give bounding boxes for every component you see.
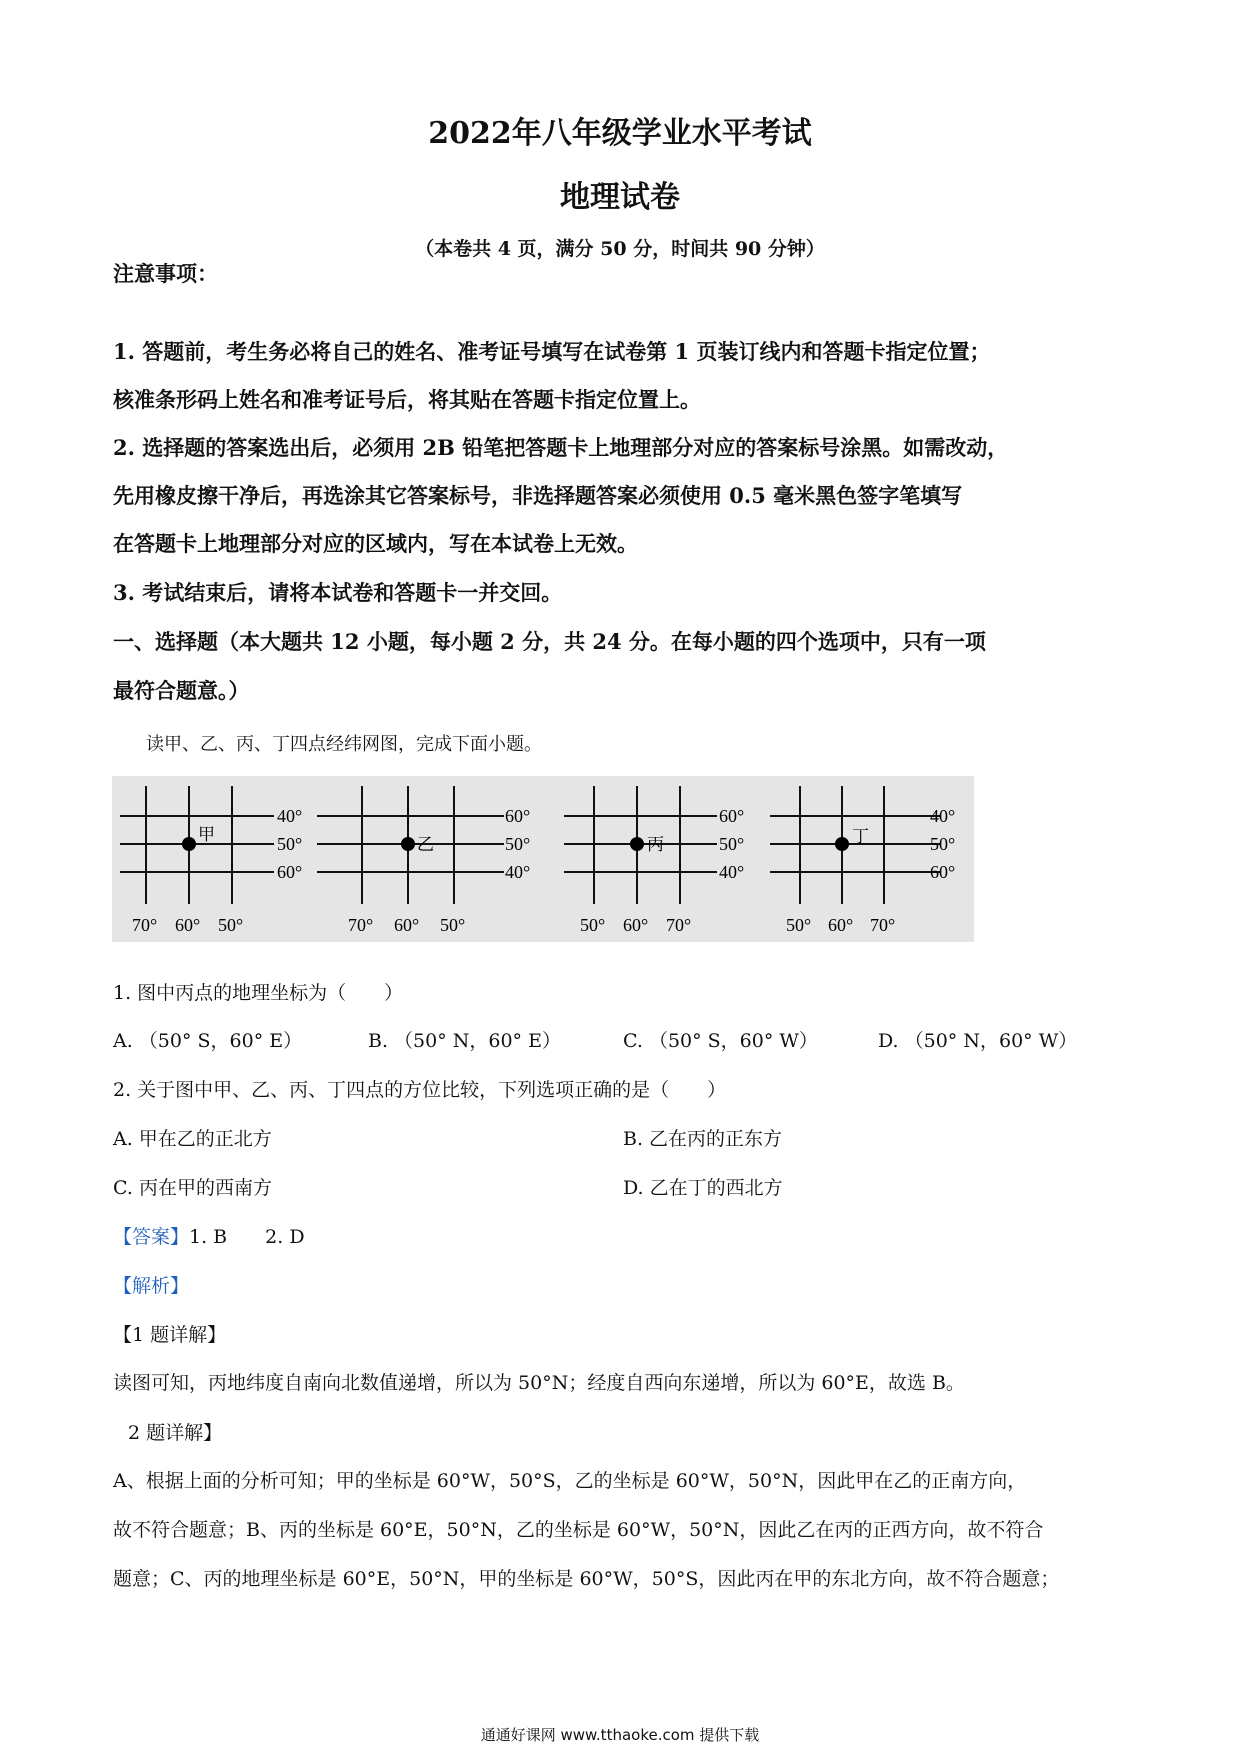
grid-yi [317, 786, 530, 935]
point-label-yi: 乙 [417, 835, 434, 854]
point-bing [630, 837, 644, 851]
lat-label: 40° [719, 862, 745, 882]
analysis-label: 【解析】 [113, 1275, 190, 1297]
question-2-option-a: A. 甲在乙的正北方 [113, 1128, 272, 1150]
point-label-jia: 甲 [198, 825, 215, 844]
point-ding [835, 837, 849, 851]
lon-label: 60° [623, 915, 649, 935]
note-2-line-3: 在答题卡上地理部分对应的区域内，写在本试卷上无效。 [113, 531, 638, 556]
section-1-heading-line-1: 一、选择题（本大题共 12 小题，每小题 2 分，共 24 分。在每小题的四个选项中，只有一项 [113, 629, 986, 654]
lon-label: 50° [440, 915, 466, 935]
question-1-stem: 1. 图中丙点的地理坐标为（ ） [113, 982, 404, 1004]
point-label-ding: 丁 [852, 827, 869, 846]
lon-label: 70° [348, 915, 374, 935]
lat-label: 60° [719, 806, 745, 826]
lat-label: 40° [505, 862, 531, 882]
section-1-heading-line-2: 最符合题意。） [113, 678, 250, 703]
grid-bing [564, 786, 744, 935]
exam-subject: 地理试卷 [560, 180, 680, 215]
lat-label: 40° [277, 806, 303, 826]
lon-label: 50° [580, 915, 606, 935]
answer-line [113, 1222, 1133, 1249]
note-1-line-2: 核准条形码上姓名和准考证号后，将其贴在答题卡指定位置上。 [113, 387, 701, 412]
lat-lon-grid-figure [112, 776, 974, 942]
note-2-line-2: 先用橡皮擦干净后，再选涂其它答案标号，非选择题答案必须使用 0.5 毫米黑色签字笔填写 [113, 483, 963, 508]
lat-label: 50° [719, 834, 745, 854]
lat-label: 60° [277, 862, 303, 882]
question-1-option-b: B. （50° N，60° E） [368, 1030, 561, 1052]
detail-2-line-2: 故不符合题意；B、丙的坐标是 60°E，50°N，乙的坐标是 60°W，50°N，因此乙在丙的正西方向，故不符合 [113, 1519, 1044, 1541]
lon-label: 60° [394, 915, 420, 935]
lat-label: 50° [277, 834, 303, 854]
lon-label: 70° [132, 915, 158, 935]
exam-meta: （本卷共 4 页，满分 50 分，时间共 90 分钟） [415, 238, 825, 260]
question-2-option-d: D. 乙在丁的西北方 [623, 1177, 783, 1199]
note-3: 3. 考试结束后，请将本试卷和答题卡一并交回。 [113, 580, 563, 605]
footer-source: 通通好课网 www.tthaoke.com 提供下载 [480, 1726, 760, 1744]
answer-text: 1. B 2. D [189, 1226, 305, 1248]
question-1-option-c: C. （50° S，60° W） [623, 1030, 818, 1052]
point-jia [182, 837, 196, 851]
lat-label: 40° [930, 806, 956, 826]
question-1-option-a: A. （50° S，60° E） [113, 1030, 303, 1052]
lon-label: 60° [175, 915, 201, 935]
exam-title: 2022年八年级学业水平考试 [428, 116, 812, 151]
notes-heading: 注意事项： [113, 261, 218, 286]
lon-label: 70° [870, 915, 896, 935]
question-2-option-c: C. 丙在甲的西南方 [113, 1177, 272, 1199]
detail-2-line-3: 题意；C、丙的地理坐标是 60°E，50°N，甲的坐标是 60°W，50°S，因此丙在甲的东北方向，故不符合题意； [113, 1568, 1060, 1590]
lat-label: 60° [930, 862, 956, 882]
lon-label: 70° [666, 915, 692, 935]
question-2-stem: 2. 关于图中甲、乙、丙、丁四点的方位比较，下列选项正确的是（ ） [113, 1079, 727, 1101]
detail-2-heading: 2 题详解】 [128, 1422, 223, 1444]
question-2-option-b: B. 乙在丙的正东方 [623, 1128, 783, 1150]
lat-label: 50° [930, 834, 956, 854]
detail-1-text: 读图可知，丙地纬度自南向北数值递增，所以为 50°N；经度自西向东递增，所以为 60°E，故选 B。 [113, 1372, 965, 1394]
grid-jia [120, 786, 302, 935]
detail-2-line-1: A、根据上面的分析可知；甲的坐标是 60°W，50°S，乙的坐标是 60°W，50°N，因此甲在乙的正南方向， [113, 1470, 1027, 1492]
lon-label: 60° [828, 915, 854, 935]
lon-label: 50° [218, 915, 244, 935]
lat-label: 50° [505, 834, 531, 854]
lat-label: 60° [505, 806, 531, 826]
question-1-option-d: D. （50° N，60° W） [878, 1030, 1078, 1052]
answer-label: 【答案】 [113, 1226, 190, 1248]
lon-label: 50° [786, 915, 812, 935]
note-2-line-1: 2. 选择题的答案选出后，必须用 2B 铅笔把答题卡上地理部分对应的答案标号涂黑。如需改动， [113, 435, 1009, 460]
point-yi [401, 837, 415, 851]
point-label-bing: 丙 [647, 835, 664, 854]
grid-ding [770, 786, 955, 935]
note-1-line-1: 1. 答题前，考生务必将自己的姓名、准考证号填写在试卷第 1 页装订线内和答题卡指定位置； [113, 339, 991, 364]
detail-1-heading: 【1 题详解】 [113, 1324, 227, 1346]
section-1-intro: 读甲、乙、丙、丁四点经纬网图，完成下面小题。 [146, 734, 542, 755]
